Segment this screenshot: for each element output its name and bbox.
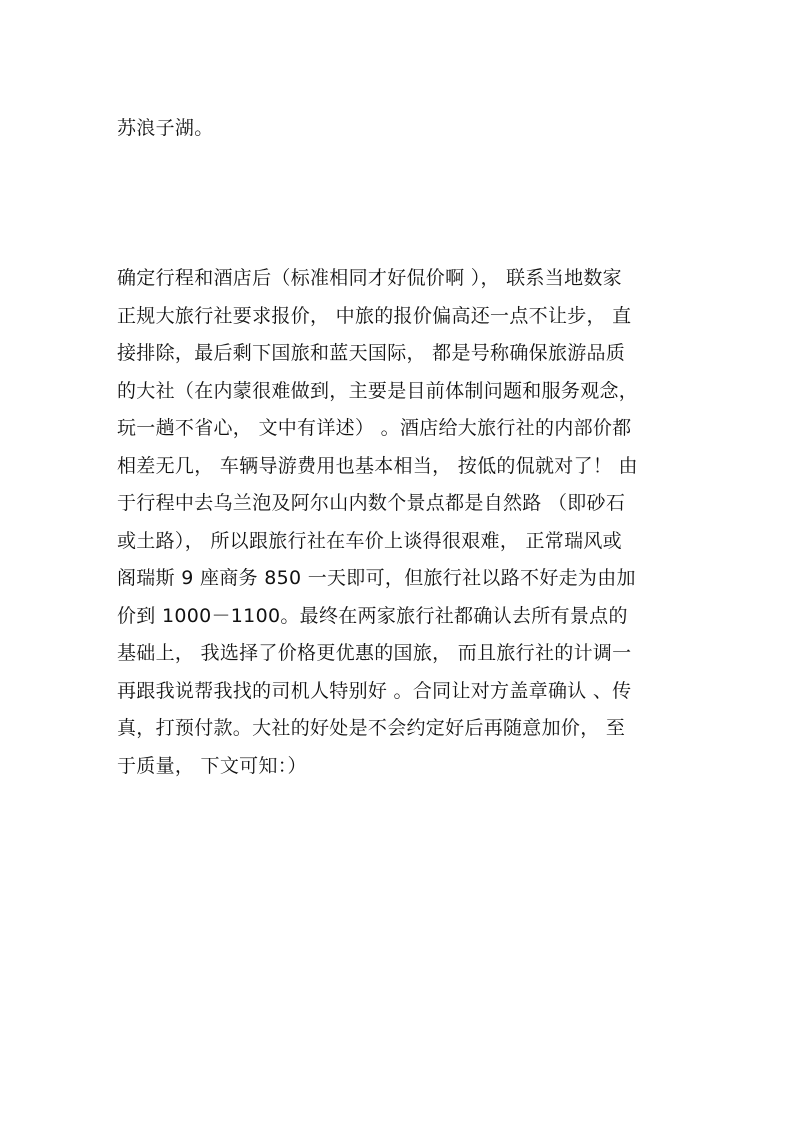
text-line: 基础上， 我选择了价格更优惠的国旅， 而且旅行社的计调一 <box>117 642 632 664</box>
text-line: 于行程中去乌兰泡及阿尔山内数个景点都是自然路 （即砂石 <box>117 492 626 514</box>
text-line: 正规大旅行社要求报价， 中旅的报价偏高还一点不让步， 直 <box>117 304 632 327</box>
text-line: 再跟我说帮我找的司机人特别好 。合同让对方盖章确认 、传 <box>117 679 632 702</box>
text-line: 阁瑞斯 9 座商务 850 一天即可，但旅行社以路不好走为由加 <box>117 567 636 589</box>
text-line: 相差无几， 车辆导游费用也基本相当， 按低的侃就对了！ 由 <box>117 454 638 477</box>
text-line: 接排除，最后剩下国旅和蓝天国际， 都是号称确保旅游品质 <box>117 342 626 364</box>
text-line: 确定行程和酒店后（标准相同才好侃价啊 ）， 联系当地数家 <box>117 267 622 289</box>
paragraph-1 <box>117 110 697 148</box>
text-line: 或土路）， 所以跟旅行社在车价上谈得很艰难， 正常瑞风或 <box>117 529 622 552</box>
text-line: 于质量， 下文可知：） <box>117 754 307 777</box>
text-line: 真，打预付款。大社的好处是不会约定好后再随意加价， 至 <box>117 717 626 739</box>
text-line: 玩一趟不省心， 文中有详述） 。酒店给大旅行社的内部价都 <box>117 417 632 439</box>
text-line: 的大社（在内蒙很难做到，主要是目前体制问题和服务观念， <box>117 379 639 402</box>
text-line: 价到 1000－1100。最终在两家旅行社都确认去所有景点的 <box>117 604 628 627</box>
text-line: 苏浪子湖。 <box>117 117 214 139</box>
paragraph-2 <box>117 260 697 785</box>
